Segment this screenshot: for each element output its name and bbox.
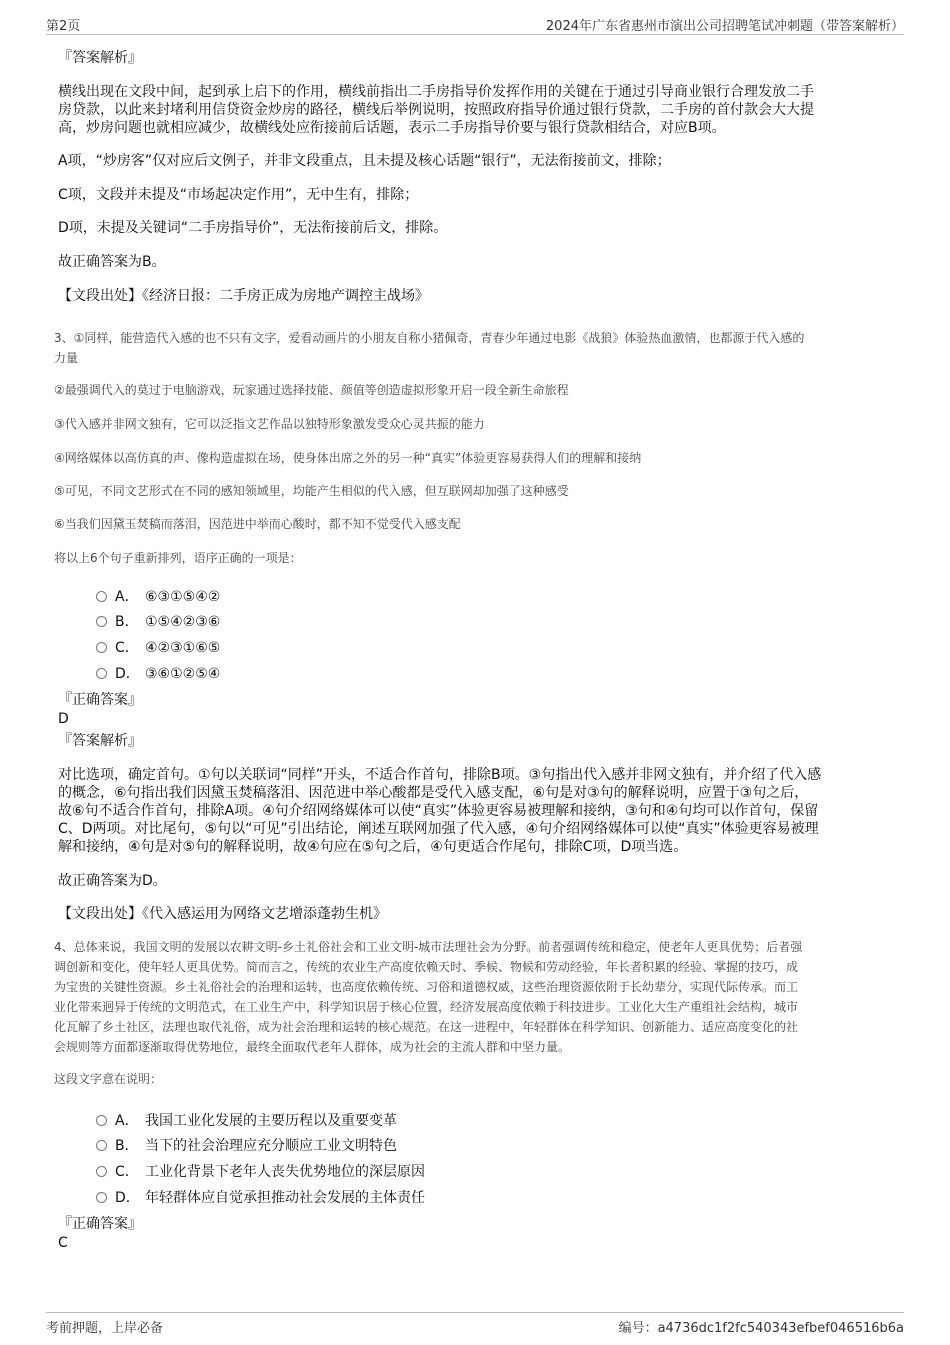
q2-analysis-line: 高，炒房问题也就相应减少，故横线处应衔接前后话题，表示二手房指导价要与银行贷款相结合，对应B项。 bbox=[58, 120, 726, 136]
q3-answer: D bbox=[58, 711, 69, 727]
q3-analysis bbox=[58, 766, 890, 856]
q2-note-d: D项，未提及关键词“二手房指导价”，无法衔接前后文，排除。 bbox=[58, 220, 448, 236]
q4-option-d[interactable]: D． 年轻群体应自觉承担推动社会发展的主体责任 bbox=[96, 1187, 425, 1205]
q4-stem-line: 业化带来迥异于传统的文明范式，在工业生产中，科学知识居于核心位置，经济发展高度依赖于科技进步。工业化大生产重组社会结构，城市 bbox=[54, 1000, 799, 1014]
q4-answer: C bbox=[58, 1235, 68, 1251]
q3-analysis-line: C、D两项。对比尾句，⑤句以“可见”引出结论，阐述互联网加强了代入感，④句介绍网络媒体可以使“真实”体验更容易被理 bbox=[58, 821, 819, 837]
q4-stem-line: 调创新和变化，使年轻人更具优势。简而言之，传统的农业生产高度依赖天时、季候、物候和劳动经验，年长者积累的经验、掌握的技巧，成 bbox=[54, 960, 799, 974]
q4-option-c[interactable]: C． 工业化背景下老年人丧失优势地位的深层原因 bbox=[96, 1161, 425, 1179]
radio-icon[interactable] bbox=[96, 1115, 107, 1126]
q3-sentence-2: ②最强调代入的莫过于电脑游戏，玩家通过选择技能、颜值等创造虚拟形象开启一段全新生命旅程 bbox=[54, 383, 569, 397]
document-id: 编号：a4736dc1f2fc540343efbef046516b6a bbox=[618, 1321, 904, 1336]
q4-stem-line: 会规则等方面都逐渐取得优势地位，最终全面取代老年人群体，成为社会的主流人群和中坚力量。 bbox=[54, 1040, 571, 1054]
q3-analysis-line: 解和接纳，④句是对⑤句的解释说明，故④句应在⑤句之后，④句更适合作尾句，排除C项，D项当选。 bbox=[58, 839, 688, 855]
radio-icon[interactable] bbox=[96, 642, 107, 653]
q3-sentence-6: ⑥当我们因黛玉焚稿而落泪，因范进中举而心酸时，都不知不觉受代入感支配 bbox=[54, 517, 461, 531]
q2-note-a: A项，“炒房客”仅对应后文例子，并非文段重点，且未提及核心话题“银行”，无法衔接前文，排除； bbox=[58, 153, 671, 169]
q3-option-c[interactable]: C． ④②③①⑥⑤ bbox=[96, 637, 220, 655]
q3-stem-line: 力量 bbox=[54, 351, 79, 365]
q4-stem bbox=[54, 937, 904, 1057]
q3-sentence-4: ④网络媒体以高仿真的声、像构造虚拟在场，使身体出席之外的另一种“真实”体验更容易获得人们的理解和接纳 bbox=[54, 451, 642, 465]
radio-icon[interactable] bbox=[96, 668, 107, 679]
q3-analysis-line: 故⑥句不适合作首句，排除A项。④句介绍网络媒体可以使“真实”体验更容易被理解和接纳，③句和④句均可以作首句，保留 bbox=[58, 803, 819, 819]
q4-prompt: 这段文字意在说明： bbox=[54, 1072, 163, 1086]
q3-answer-label: 『正确答案』 bbox=[58, 692, 142, 708]
q2-conclusion: 故正确答案为B。 bbox=[58, 254, 166, 270]
q3-stem-line: 3、①同样，能营造代入感的也不只有文字，爱看动画片的小朋友自称小猪佩奇，青春少年通过电影《战狼》体验热血激情，也都源于代入感的 bbox=[54, 331, 805, 345]
q2-analysis-line: 横线出现在文段中间，起到承上启下的作用，横线前指出二手房指导价发挥作用的关键在于通过引导商业银行合理发放二手 bbox=[58, 84, 814, 100]
q2-analysis-line: 房贷款，以此来封堵利用信贷资金炒房的路径，横线后举例说明，按照政府指导价通过银行贷款，二手房的首付款会大大提 bbox=[58, 102, 814, 118]
q4-stem-line: 4、总体来说，我国文明的发展以农耕文明-乡土礼俗社会和工业文明-城市法理社会为分野。前者强调传统和稳定，使老年人更具优势；后者强 bbox=[54, 940, 803, 954]
q3-prompt: 将以上6个句子重新排列，语序正确的一项是： bbox=[54, 551, 302, 565]
radio-icon[interactable] bbox=[96, 1166, 107, 1177]
q4-stem-line: 为宝贵的关键性资源。乡土礼俗社会的治理和运转，也高度依赖传统、习俗和道德权威，这些治理资源依附于长幼辈分，实现代际传承。而工 bbox=[54, 980, 799, 994]
q3-option-b[interactable]: B． ①⑤④②③⑥ bbox=[96, 611, 220, 629]
q4-option-b[interactable]: B． 当下的社会治理应充分顺应工业文明特色 bbox=[96, 1135, 397, 1153]
radio-icon[interactable] bbox=[96, 616, 107, 627]
q3-sentence-5: ⑤可见，不同文艺形式在不同的感知领域里，均能产生相似的代入感，但互联网却加强了这种感受 bbox=[54, 484, 569, 498]
q3-source: 【文段出处】《代入感运用为网络文艺增添蓬勃生机》 bbox=[58, 906, 387, 922]
document-title: 2024年广东省惠州市演出公司招聘笔试冲刺题（带答案解析） bbox=[545, 19, 904, 34]
q2-analysis bbox=[58, 83, 890, 137]
q2-analysis-label: 『答案解析』 bbox=[58, 50, 142, 66]
q3-option-d[interactable]: D． ③⑥①②⑤④ bbox=[96, 663, 220, 681]
q3-analysis-label: 『答案解析』 bbox=[58, 733, 142, 749]
q3-analysis-line: 对比选项，确定首句。①句以关联词“同样”开头，不适合作首句，排除B项。③句指出代入感并非网文独有，并介绍了代入感 bbox=[58, 767, 822, 783]
radio-icon[interactable] bbox=[96, 591, 107, 602]
q3-stem bbox=[54, 328, 904, 368]
q2-note-c: C项，文段并未提及“市场起决定作用”，无中生有，排除； bbox=[58, 187, 419, 203]
page-number: 第2页 bbox=[46, 19, 81, 34]
q2-source: 【文段出处】《经济日报：二手房正成为房地产调控主战场》 bbox=[58, 288, 429, 304]
radio-icon[interactable] bbox=[96, 1140, 107, 1151]
q4-option-a[interactable]: A． 我国工业化发展的主要历程以及重要变革 bbox=[96, 1110, 397, 1128]
page-header bbox=[46, 12, 904, 35]
q3-conclusion: 故正确答案为D。 bbox=[58, 873, 167, 889]
q4-answer-label: 『正确答案』 bbox=[58, 1216, 142, 1232]
q4-stem-line: 化瓦解了乡土社区，法理也取代礼俗，成为社会治理和运转的核心规范。在这一进程中，年轻群体在科学知识、创新能力、适应高度变化的社 bbox=[54, 1020, 799, 1034]
q3-option-a[interactable]: A． ⑥③①⑤④② bbox=[96, 586, 220, 604]
footer-slogan: 考前押题，上岸必备 bbox=[46, 1321, 164, 1336]
page-footer bbox=[46, 1312, 904, 1337]
q3-analysis-line: 的概念，⑥句指出我们因黛玉焚稿落泪、因范进中举心酸都是受代入感支配，⑥句是对③句的解释说明，应置于③句之后， bbox=[58, 785, 809, 801]
radio-icon[interactable] bbox=[96, 1192, 107, 1203]
q3-sentence-3: ③代入感并非网文独有，它可以泛指文艺作品以独特形象激发受众心灵共振的能力 bbox=[54, 417, 485, 431]
